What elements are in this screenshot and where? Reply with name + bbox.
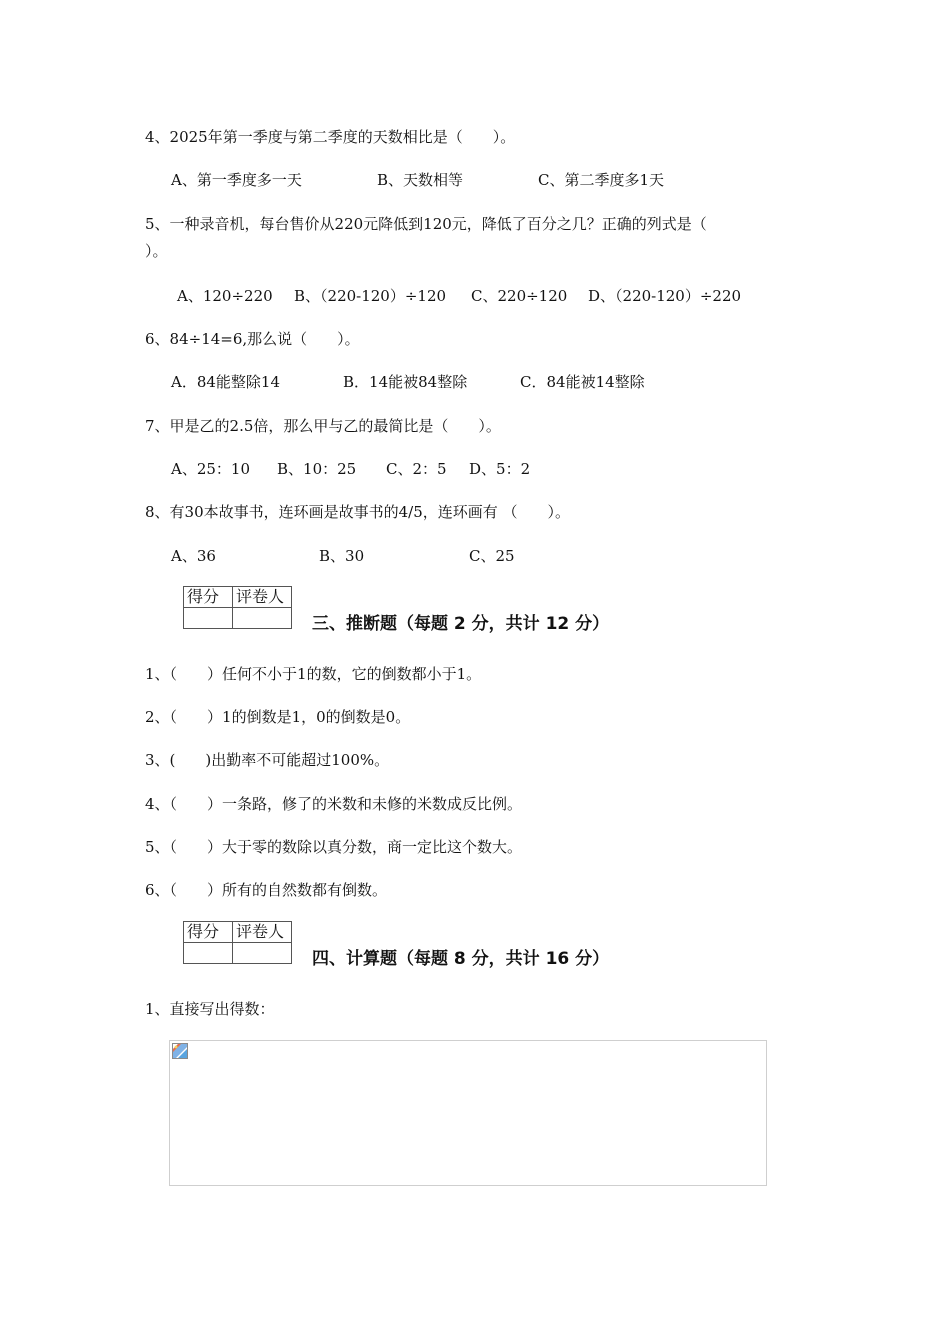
q5-stem-line2: ）。 <box>145 242 168 260</box>
q7-stem: 7、甲是乙的2.5倍，那么甲与乙的最简比是（ ）。 <box>145 417 501 435</box>
q8-option-a: A、36 <box>171 547 216 565</box>
s3-item-6: 6、（ ）所有的自然数都有倒数。 <box>145 881 388 899</box>
s3-item-3: 3、( )出勤率不可能超过100%。 <box>145 751 390 769</box>
q5-stem-line1: 5、一种录音机，每台售价从220元降低到120元，降低了百分之几？正确的列式是（ <box>145 215 707 233</box>
q4-option-a: A、第一季度多一天 <box>171 171 302 189</box>
s3-item-2: 2、（ ）1的倒数是1，0的倒数是0。 <box>145 708 411 726</box>
grader-label: 评卷人 <box>233 587 292 608</box>
q6-stem: 6、84÷14=6,那么说（ ）。 <box>145 330 360 348</box>
score-label: 得分 <box>184 922 233 943</box>
q6-option-a: A．84能整除14 <box>171 373 281 391</box>
q5-option-d: D、（220-120）÷220 <box>588 287 742 305</box>
q8-stem: 8、有30本故事书，连环画是故事书的4/5，连环画有 （ ）。 <box>145 503 571 521</box>
q4-option-b: B、天数相等 <box>377 171 464 189</box>
q7-option-b: B、10：25 <box>277 460 357 478</box>
grader-cell <box>233 608 292 629</box>
image-placeholder <box>169 1040 767 1186</box>
q6-option-c: C．84能被14整除 <box>520 373 645 391</box>
score-table-section3 <box>183 586 292 629</box>
q7-option-a: A、25：10 <box>171 460 251 478</box>
s3-item-1: 1、（ ）任何不小于1的数，它的倒数都小于1。 <box>145 665 482 683</box>
score-table-section4 <box>183 921 292 964</box>
section3-title: 三、推断题（每题 2 分，共计 12 分） <box>312 614 610 634</box>
q5-option-b: B、（220-120）÷120 <box>294 287 447 305</box>
q8-option-c: C、25 <box>469 547 515 565</box>
q6-option-b: B．14能被84整除 <box>343 373 468 391</box>
q5-option-a: A、120÷220 <box>177 287 273 305</box>
q5-option-c: C、220÷120 <box>471 287 568 305</box>
s3-item-5: 5、（ ）大于零的数除以真分数，商一定比这个数大。 <box>145 838 523 856</box>
q4-stem: 4、2025年第一季度与第二季度的天数相比是（ ）。 <box>145 128 516 146</box>
score-label: 得分 <box>184 587 233 608</box>
score-cell <box>184 608 233 629</box>
q7-option-d: D、5：2 <box>469 460 531 478</box>
score-cell <box>184 943 233 964</box>
grader-label: 评卷人 <box>233 922 292 943</box>
broken-image-icon <box>172 1043 188 1059</box>
section4-title: 四、计算题（每题 8 分，共计 16 分） <box>312 949 610 969</box>
grader-cell <box>233 943 292 964</box>
q7-option-c: C、2：5 <box>386 460 447 478</box>
q8-option-b: B、30 <box>319 547 365 565</box>
s4-q1: 1、直接写出得数： <box>145 1000 275 1018</box>
q4-option-c: C、第二季度多1天 <box>538 171 665 189</box>
s3-item-4: 4、（ ）一条路，修了的米数和未修的米数成反比例。 <box>145 795 523 813</box>
